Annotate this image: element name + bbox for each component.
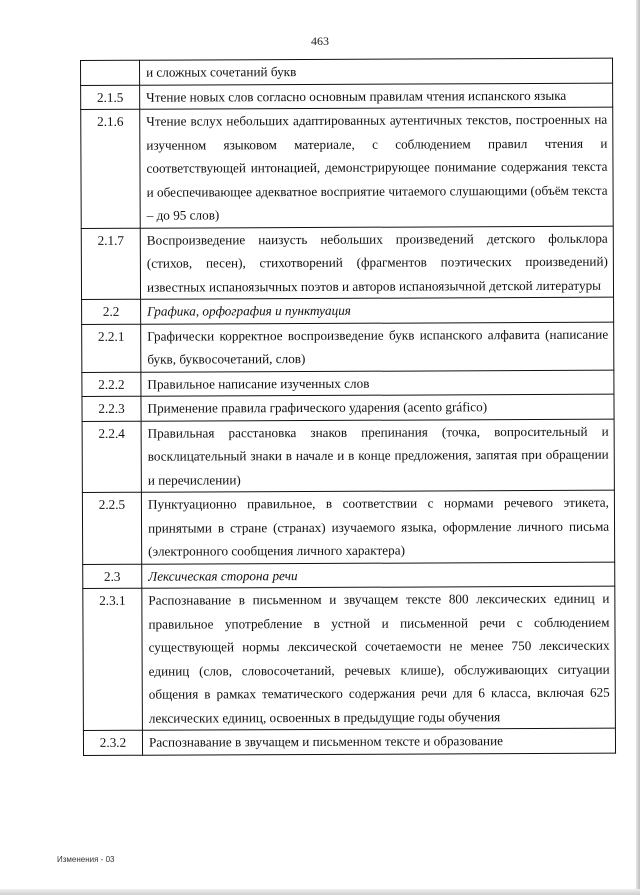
page-number: 463 bbox=[311, 34, 329, 48]
table-row bbox=[83, 586, 616, 730]
item-text: Правильное написание изученных слов bbox=[141, 370, 614, 397]
scan-edge-right bbox=[636, 0, 640, 895]
table-row bbox=[81, 58, 613, 85]
item-text: и сложных сочетаний букв bbox=[140, 58, 613, 85]
table-row bbox=[81, 107, 614, 228]
section-number: 2.3 bbox=[83, 564, 142, 589]
table-row bbox=[82, 394, 614, 421]
scan-edge-bottom bbox=[0, 889, 640, 895]
item-number: 2.3.2 bbox=[83, 730, 142, 755]
page-footer: Изменения - 03 bbox=[57, 855, 115, 864]
table-row bbox=[81, 226, 613, 300]
section-number: 2.2 bbox=[82, 299, 141, 324]
section-title: Лексическая сторона речи bbox=[142, 562, 615, 589]
item-number: 2.1.6 bbox=[81, 109, 141, 228]
item-number bbox=[81, 60, 140, 85]
table-row bbox=[83, 728, 615, 755]
item-text: Чтение вслух небольших адаптированных аутентичных текстов, построенных на изученном языковом материале, с соблюдением правил чтения и соответствующей интонацией, демонстрирующее понимание содержания текста и обеспечивающее адекватное восприятие читаемого слушающими (объём текста – до 95 слов) bbox=[140, 107, 614, 228]
table-row bbox=[81, 83, 613, 110]
table-row bbox=[82, 490, 614, 564]
curriculum-table bbox=[80, 58, 616, 756]
item-text: Чтение новых слов согласно основным правилам чтения испанского языка bbox=[140, 83, 613, 110]
item-number: 2.2.4 bbox=[82, 421, 141, 493]
item-number: 2.2.2 bbox=[82, 372, 141, 397]
table-row bbox=[82, 370, 614, 397]
item-number: 2.2.5 bbox=[82, 492, 141, 564]
item-text: Правильная расстановка знаков препинания (точка, вопросительный и восклицательный знаки в начале и в конце предложения, запятая при обращении и перечислении) bbox=[141, 419, 614, 493]
item-text: Графически корректное воспроизведение букв испанского алфавита (написание букв, буквосочетаний, слов) bbox=[141, 322, 614, 372]
section-row bbox=[83, 562, 615, 589]
item-number: 2.1.7 bbox=[81, 228, 140, 300]
item-text: Воспроизведение наизусть небольших произведений детского фольклора (стихов, песен), стихотворений (фрагментов поэтических произведений) известных испаноязычных поэтов и авторов испаноязычной детской литературы bbox=[140, 226, 613, 300]
item-text: Распознавание в письменном и звучащем тексте 800 лексических единиц и правильное употребление в устной и письменной речи с соблюдением существующей нормы лексической сочетаемости не менее 750 лексических единиц (слов, словосочетаний, речевых клише), обслуживающих ситуации общения в рамках тематического содержания речи для 6 класса, включая 625 лексических единиц, освоенных в предыдущие годы обучения bbox=[142, 586, 616, 730]
section-title: Графика, орфография и пунктуация bbox=[141, 297, 614, 324]
item-number: 2.2.3 bbox=[82, 396, 141, 421]
table-row bbox=[82, 322, 614, 372]
item-number: 2.3.1 bbox=[83, 588, 143, 730]
section-row bbox=[82, 297, 614, 324]
item-text: Применение правила графического ударения (acento gráfico) bbox=[141, 394, 614, 421]
item-number: 2.2.1 bbox=[82, 324, 141, 372]
item-number: 2.1.5 bbox=[81, 85, 140, 110]
table-row bbox=[82, 419, 614, 493]
item-text: Пунктуационно правильное, в соответствии с нормами речевого этикета, принятыми в стране (странах) изучаемого языка, оформление личного письма (электронного сообщения личного характера) bbox=[141, 490, 614, 564]
item-text: Распознавание в звучащем и письменном тексте и образование bbox=[142, 728, 615, 755]
